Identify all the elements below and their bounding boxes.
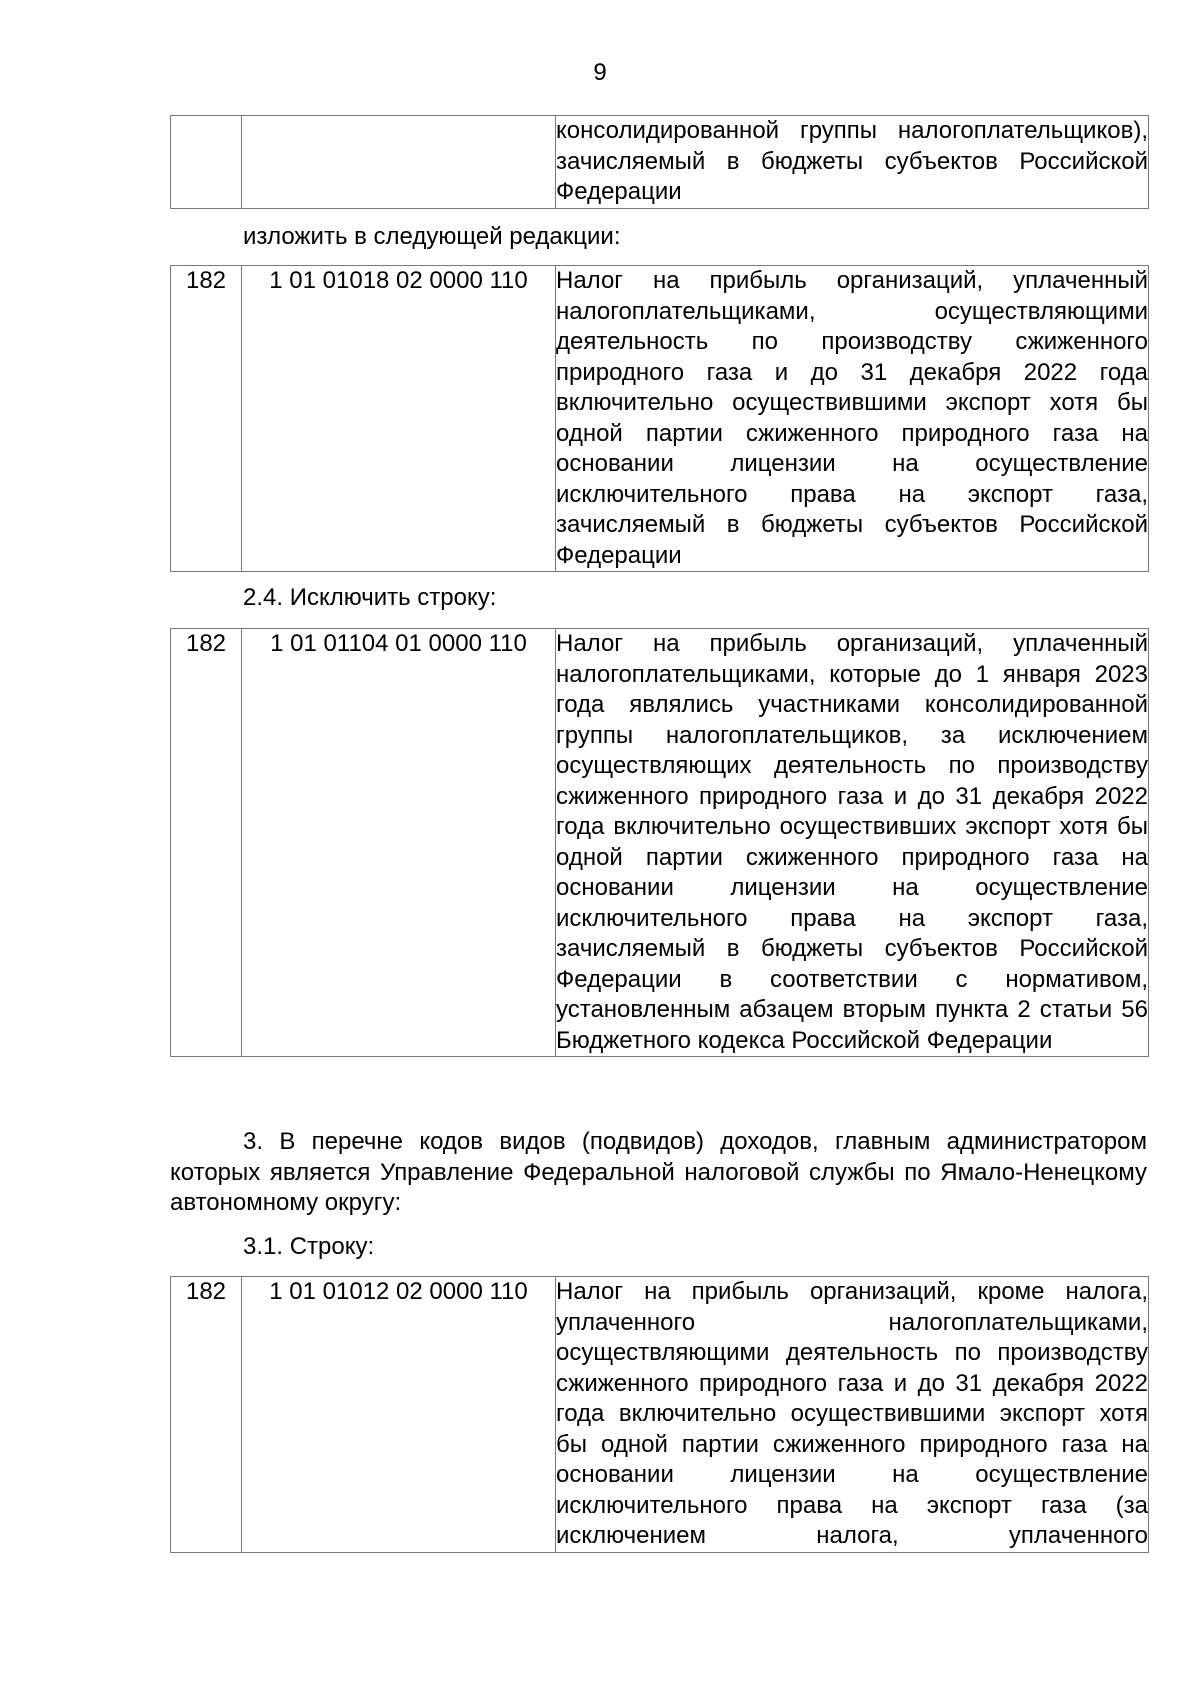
kbk-code-cell: 1 01 01018 02 0000 110 (242, 266, 556, 572)
admin-code-cell: 182 (171, 629, 242, 1057)
table-row (171, 266, 1149, 572)
admin-code-cell: 182 (171, 266, 242, 572)
paragraph-section-3: 3. В перечне кодов видов (подвидов) доходов, главным администратором которых является Управление Федеральной налоговой службы по Ямало-Ненецкому автономному округу: (170, 1128, 1147, 1216)
income-name-cell: Налог на прибыль организаций, кроме налога, уплаченного налогоплательщиками, осуществляющими деятельность по производству сжиженного природного газа и до 31 декабря 2022 года включительно осуществившими экспорт хотя бы одной партии сжиженного природного газа на основании лицензии на осуществление исключительного права на экспорт газа (за исключением налога, уплаченного (556, 1277, 1149, 1553)
admin-code-cell (171, 116, 242, 209)
table-row (171, 1277, 1149, 1553)
income-name-cell: Налог на прибыль организаций, уплаченный налогоплательщиками, осуществляющими деятельность по производству сжиженного природного газа и до 31 декабря 2022 года включительно осуществившими экспорт хотя бы одной партии сжиженного природного газа на основании лицензии на осуществление исключительного права на экспорт газа, зачисляемый в бюджеты субъектов Российской Федерации (556, 266, 1149, 572)
income-codes-table-row-3-1 (170, 1276, 1149, 1553)
income-name-cell: консолидированной группы налогоплательщиков), зачисляемый в бюджеты субъектов Российской Федерации (556, 116, 1149, 209)
admin-code-cell: 182 (171, 1277, 242, 1553)
kbk-code-cell: 1 01 01104 01 0000 110 (242, 629, 556, 1057)
paragraph-new-wording: изложить в следующей редакции: (243, 223, 621, 250)
kbk-code-cell (242, 116, 556, 209)
page-number: 9 (593, 59, 607, 86)
paragraph-row-3-1: 3.1. Строку: (243, 1233, 375, 1260)
income-codes-table-new-wording (170, 265, 1149, 572)
table-row (171, 116, 1149, 209)
income-codes-table-continued (170, 115, 1149, 209)
kbk-code-cell: 1 01 01012 02 0000 110 (242, 1277, 556, 1553)
income-name-cell: Налог на прибыль организаций, уплаченный налогоплательщиками, которые до 1 января 2023 года являлись участниками консолидированной группы налогоплательщиков, за исключением осуществляющих деятельность по производству сжиженного природного газа и до 31 декабря 2022 года включительно осуществивших экспорт хотя бы одной партии сжиженного природного газа на основании лицензии на осуществление исключительного права на экспорт газа, зачисляемый в бюджеты субъектов Российской Федерации в соответствии с нормативом, установленным абзацем вторым пункта 2 статьи 56 Бюджетного кодекса Российской Федерации (556, 629, 1149, 1057)
paragraph-exclude-row: 2.4. Исключить строку: (243, 584, 497, 611)
table-row (171, 629, 1149, 1057)
income-codes-table-excluded-row (170, 628, 1149, 1057)
